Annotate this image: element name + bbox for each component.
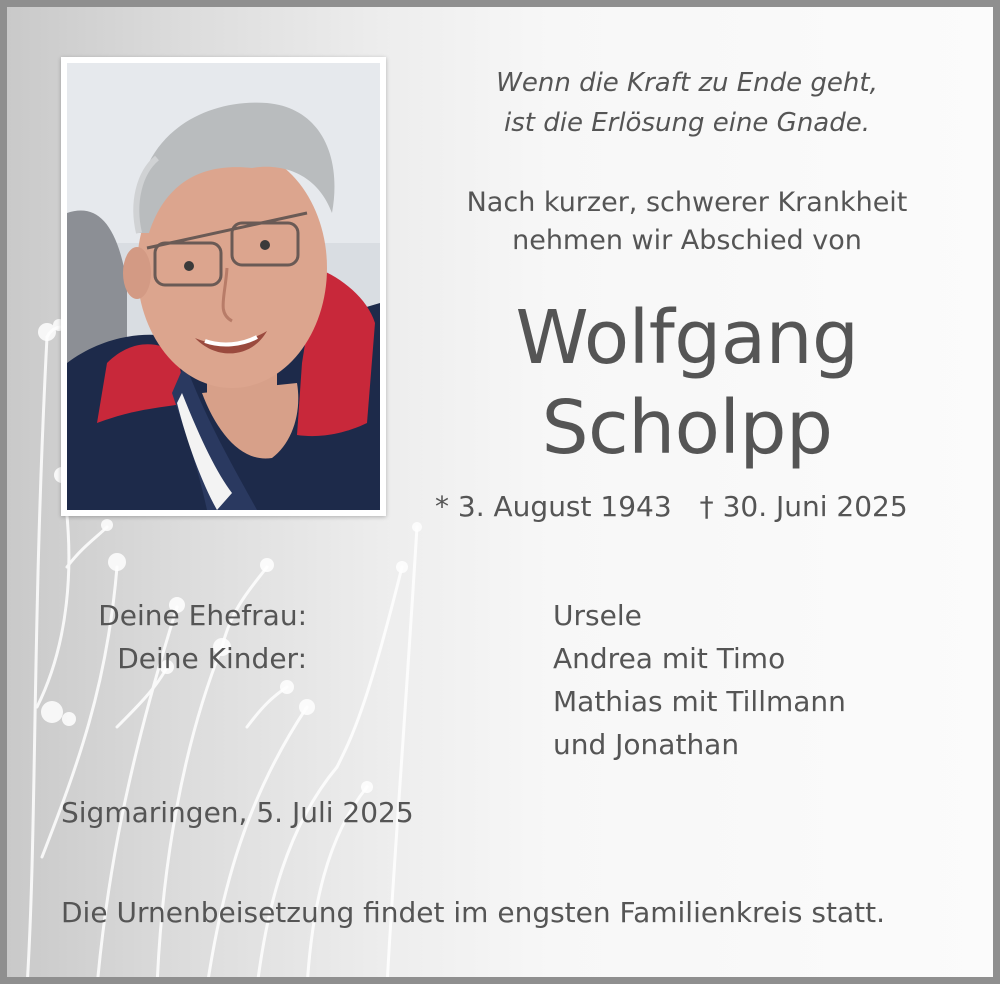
spouse-name: Ursele	[553, 599, 642, 632]
children-label: Deine Kinder:	[117, 642, 307, 675]
death-date: † 30. Juni 2025	[699, 490, 908, 523]
children-line-2: Mathias mit Tillmann	[553, 685, 846, 718]
children-line-1: Andrea mit Timo	[553, 642, 786, 675]
deceased-last-name: Scholpp	[541, 385, 833, 471]
spouse-label: Deine Ehefrau:	[98, 599, 307, 632]
portrait-photo	[67, 63, 380, 510]
place-and-date: Sigmaringen, 5. Juli 2025	[61, 796, 414, 829]
intro-line-1: Nach kurzer, schwerer Krankheit	[466, 187, 908, 218]
life-dates	[435, 487, 908, 527]
quote-line-1: Wenn die Kraft zu Ende geht,	[496, 68, 878, 98]
children-line-3: und Jonathan	[553, 728, 740, 761]
intro-line-2: nehmen wir Abschied von	[512, 225, 862, 256]
burial-note: Die Urnenbeisetzung findet im engsten Familienkreis statt.	[61, 896, 886, 929]
birth-date: * 3. August 1943	[435, 490, 672, 523]
deceased-first-name: Wolfgang	[515, 295, 859, 381]
portrait-photo-frame	[61, 57, 386, 516]
quote-line-2: ist die Erlösung eine Gnade.	[503, 108, 871, 138]
